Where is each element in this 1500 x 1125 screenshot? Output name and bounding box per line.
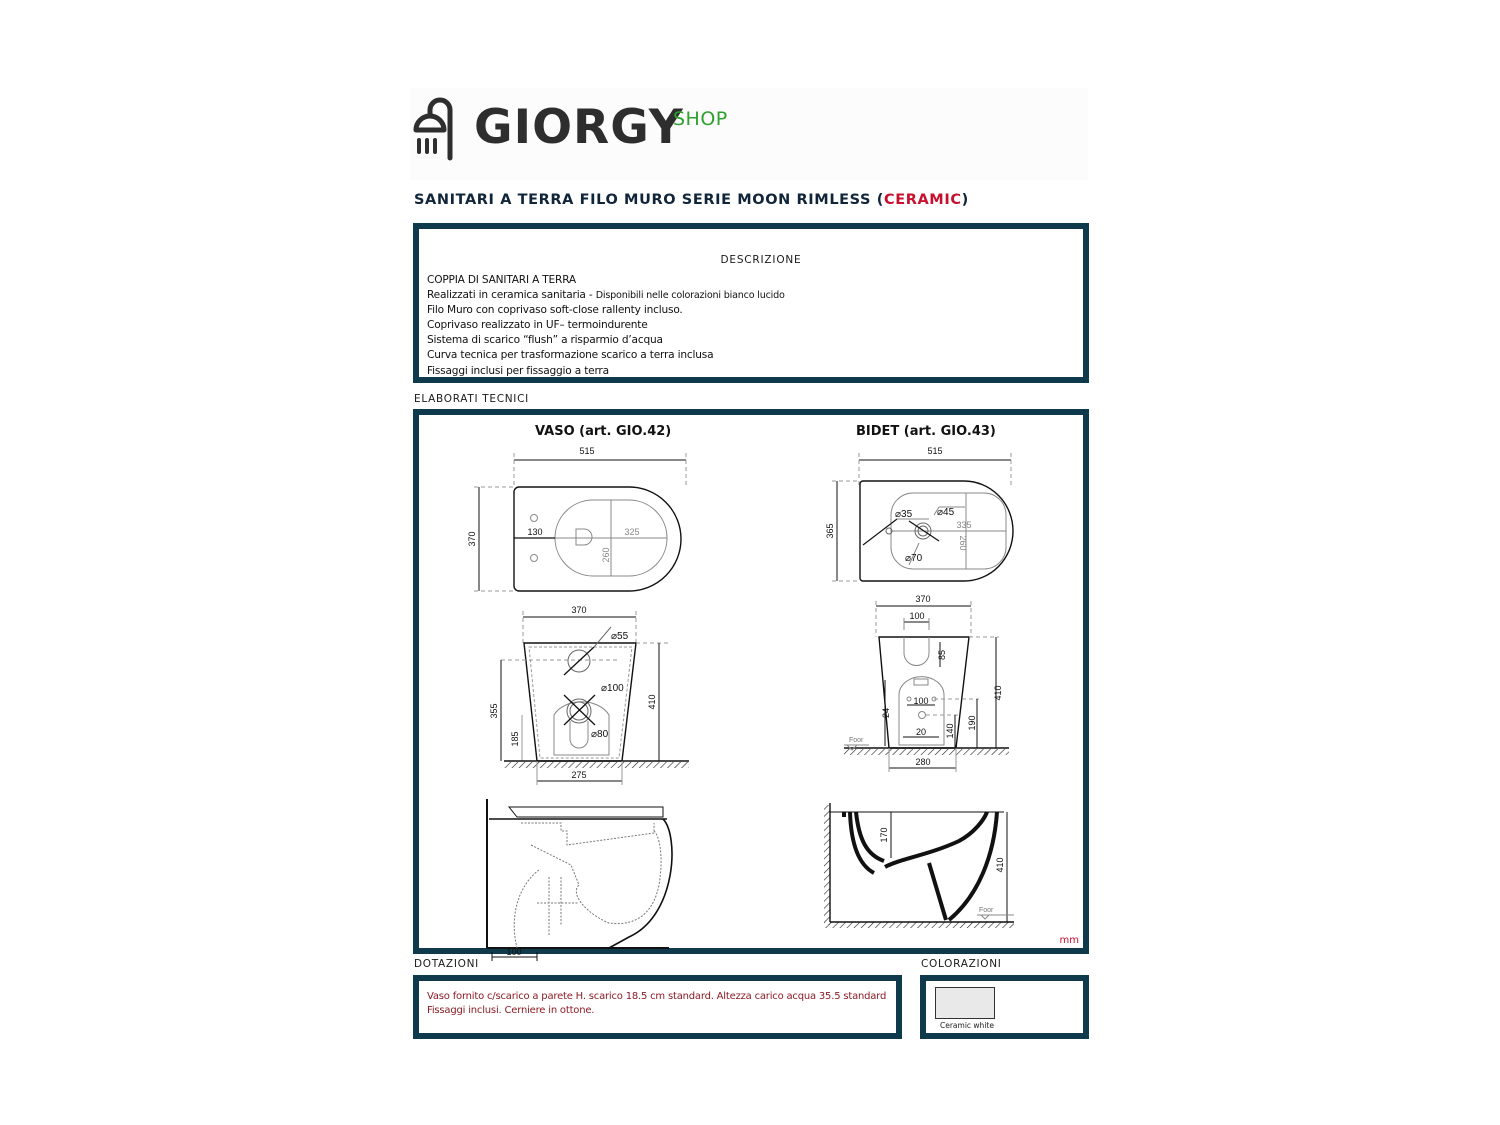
dim-label: 130: [527, 527, 543, 537]
dim-label: 100: [913, 696, 929, 706]
description-heading-text: DESCRIZIONE: [720, 254, 802, 266]
dim-label: 410: [995, 857, 1005, 873]
dim-label: 335: [956, 520, 972, 530]
description-line: Curva tecnica per trasformazione scarico a terra inclusa: [427, 349, 714, 362]
dim-label: ⌀45: [937, 507, 955, 518]
scale-bar-label: 100: [506, 947, 522, 957]
description-line-part: Disponibili nelle colorazioni bianco lucido: [595, 290, 785, 302]
dim-label: 355: [489, 703, 499, 719]
equipment-line: Fissaggi inclusi. Cerniere in ottone.: [427, 1005, 595, 1016]
description-line: Filo Muro con coprivaso soft-close rallenty incluso.: [427, 304, 683, 317]
dim-label: 280: [915, 757, 931, 767]
brand-header: [410, 88, 1088, 180]
units-label: mm: [1059, 935, 1079, 946]
description-line: COPPIA DI SANITARI A TERRA: [427, 274, 576, 286]
brand-suffix: SHOP: [673, 108, 728, 130]
equipment-box: [413, 975, 902, 1039]
description-line: Coprivaso realizzato in UF– termoindurente: [427, 319, 648, 332]
description-line: [427, 288, 785, 303]
dim-label: 365: [825, 523, 835, 539]
vaso-side-view: [487, 799, 672, 961]
dim-label: 410: [647, 694, 657, 710]
dim-label: 410: [993, 685, 1003, 701]
vaso-front-view: [501, 611, 689, 785]
dim-label: 325: [624, 527, 640, 537]
shower-head-icon: [410, 96, 466, 162]
description-box: [413, 223, 1089, 383]
dim-label: 185: [510, 731, 520, 747]
color-swatch-label: Ceramic white: [940, 1021, 994, 1030]
product-title-close: ): [961, 192, 969, 208]
technical-drawing-canvas: [419, 415, 1083, 957]
colors-section-label: COLORAZIONI: [921, 958, 1002, 970]
technical-drawings-box: [413, 409, 1089, 957]
floor-label: Foor: [849, 737, 864, 744]
bidet-title: BIDET (art. GIO.43): [856, 424, 996, 439]
dim-label: 275: [571, 770, 587, 780]
dim-label: 370: [467, 531, 477, 547]
vaso-title: VASO (art. GIO.42): [535, 424, 672, 439]
equipment-section-label: DOTAZIONI: [414, 958, 479, 970]
vaso-top-view: [474, 453, 686, 591]
description-line-part: Realizzati in ceramica sanitaria -: [427, 289, 596, 302]
bidet-front-view: [844, 601, 1009, 772]
dim-label: 24: [881, 707, 891, 719]
bidet-top-view: [832, 453, 1013, 581]
dim-label: 370: [571, 605, 587, 615]
dim-label: 260: [958, 535, 968, 551]
product-title: [414, 192, 969, 208]
dim-label: 370: [915, 594, 931, 604]
equipment-line: Vaso fornito c/scarico a parete H. scarico 18.5 cm standard. Altezza carico acqua 35.5 standard: [427, 991, 887, 1002]
brand-name: GIORGY: [474, 100, 684, 155]
dim-label: ⌀55: [611, 631, 629, 642]
dim-label: 20: [915, 727, 927, 737]
dim-label: ⌀100: [601, 683, 624, 694]
dim-label: 140: [945, 723, 955, 739]
description-list: [427, 273, 785, 379]
description-line: Fissaggi inclusi per fissaggio a terra: [427, 364, 609, 377]
description-heading: [419, 254, 1083, 266]
dim-label: 190: [967, 715, 977, 731]
dim-label: 515: [579, 446, 595, 456]
equipment-text: [427, 990, 886, 1018]
technical-section-label: ELABORATI TECNICI: [414, 393, 529, 405]
product-title-accent: CERAMIC: [883, 192, 962, 208]
product-title-main: SANITARI A TERRA FILO MURO SERIE MOON RIMLESS (: [414, 192, 884, 208]
colors-box: [920, 975, 1089, 1039]
dim-label: 515: [927, 446, 943, 456]
dim-label: 260: [601, 547, 611, 563]
description-line: Sistema di scarico “flush” a risparmio d’acqua: [427, 334, 663, 347]
dim-label: 85: [937, 649, 947, 661]
color-swatch-ceramic-white: [935, 987, 995, 1019]
floor-label: Foor: [979, 907, 994, 914]
dim-label: 100: [909, 611, 925, 621]
dim-label: ⌀35: [895, 509, 913, 520]
dim-label: ⌀80: [591, 729, 609, 740]
dim-label: ⌀70: [905, 553, 923, 564]
dim-label: 170: [879, 827, 889, 843]
